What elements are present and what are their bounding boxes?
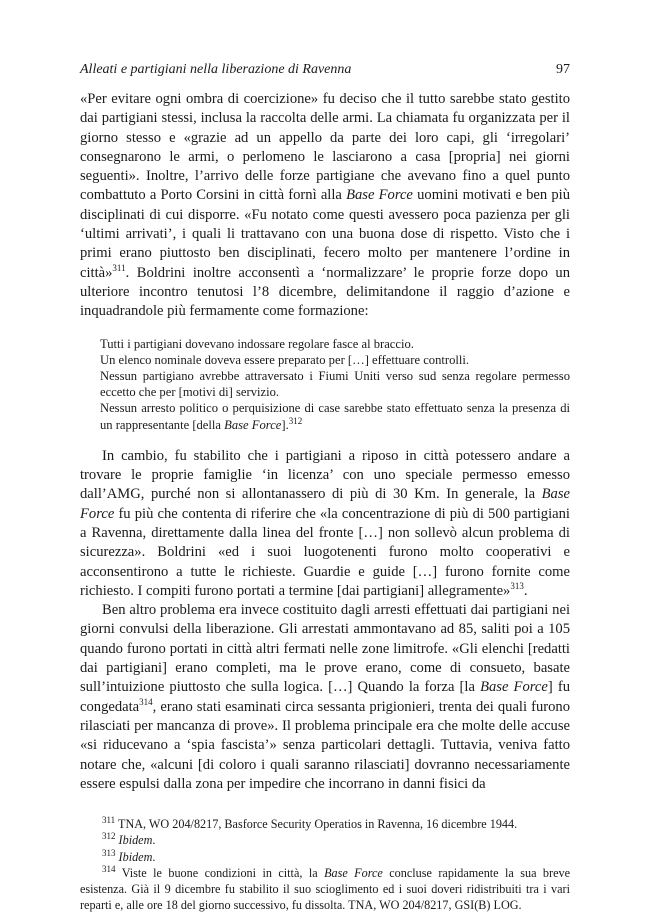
text: «Per evitare ogni ombra di coercizione» fu deciso che il tutto sarebbe stato gestito dai partigiani stessi, inclusa la raccolta delle armi. La chiamata fu organizzata per il giorno stesso e «grazie ad un appello da parte dei loro capi, gli ‘irregolari’ consegnarono le armi, o perlomeno le lasciarono a casa [propria] nei giorni seguenti». Inoltre, l’arrivo delle forze partigiane che avevano fino a quel punto combattuto a Porto Corsini in città fornì alla xyxy=(80,91,570,204)
italic-term: Ibidem xyxy=(118,849,153,864)
italic-term: Base Force xyxy=(346,187,413,204)
italic-term: Base Force xyxy=(324,865,383,880)
page-number: 97 xyxy=(556,62,570,77)
text: Ben altro problema era invece costituito dagli arresti effettuati dai partigiani nei giorni convulsi della liberazione. Gli arrestati ammontavano ad 85, saliti poi a 105 quando furono portati in città altri fermati nelle zone limitrofe. «Gli elenchi [redatti dai partigiani] erano completi, ma le prove erano, come di consueto, basate sull’intuizione piuttosto che sulla logica. […] Quando la forza [la xyxy=(80,602,570,696)
text: Viste le buone condizioni in città, la xyxy=(115,865,325,880)
footnote-313 xyxy=(80,849,570,865)
body-paragraph-2 xyxy=(80,447,570,601)
text: . xyxy=(152,833,156,848)
italic-term: Base Force xyxy=(480,679,548,696)
block-quote xyxy=(100,336,570,433)
italic-term: Base Force xyxy=(80,486,570,522)
text: . xyxy=(152,849,156,864)
text: TNA, WO 204/8217, Basforce Security Operatios in Ravenna, 16 dicembre 1944. xyxy=(115,817,518,832)
text: fu più che contenta di riferire che «la concentrazione di più di 500 partigiani a Ravenna, direttamente dalla linea del fronte […] non sollevò alcun problema di sicurezza». Boldrini «ed i suoi luogotenenti furono molto cooperativi e acconsentirono a tutte le richieste. Guardie e guide […] furono fornite come richiesto. I compiti furono portati a termine [dai partigiani] allegramente» xyxy=(80,505,570,599)
text: . xyxy=(523,582,528,599)
text: Nessun arresto politico o perquisizione di case sarebbe stato effettuato senza la presenza di un rappresentante [della xyxy=(100,401,570,432)
running-header xyxy=(80,62,570,78)
footnote-311 xyxy=(80,816,570,832)
quote-line: Nessun partigiano avrebbe attraversato i Fiumi Uniti verso sud senza regolare permesso eccetto che per [motivi di] servizio. xyxy=(100,368,570,400)
footnote-number: 313 xyxy=(102,847,116,858)
body-paragraph-1 xyxy=(80,90,570,322)
quote-line xyxy=(100,400,570,432)
text: , erano stati esaminati circa sessanta prigionieri, trenta dei quali furono rilasciati per mancanza di prove». Il problema principale era che molte delle accuse «si riducevano a ‘spia fascista’» senza particolari dettagli. Tuttavia, veniva fatto notare che, «alcuni [di coloro i quali saranno rilasciati] dovranno necessariamente essere espulsi dalla zona per impedire che incorrano in danni fisici da xyxy=(80,698,570,792)
footnote-ref-312[interactable]: 312 xyxy=(288,415,303,426)
text: ]. xyxy=(281,417,289,432)
footnote-number: 314 xyxy=(102,863,116,874)
footnote-number: 311 xyxy=(102,815,116,826)
body-paragraph-3 xyxy=(80,601,570,794)
quote-line: Tutti i partigiani dovevano indossare regolare fasce al braccio. xyxy=(100,336,414,351)
text: uomini motivati e ben più disciplinati di cui disporre. «Fu notato come questi avessero poca pazienza per gli ‘ultimi arrivati’, i quali li trattavano con una buona dose di rispetto. Visto che i primi erano piuttosto ben disciplinati, fecero molto per mantenere l’ordine in città» xyxy=(80,187,570,281)
footnote-314 xyxy=(80,865,570,914)
quote-line: Un elenco nominale doveva essere preparato per […] effettuare controlli. xyxy=(100,352,470,367)
footnote-ref-313[interactable]: 313 xyxy=(510,581,524,591)
text: ] fu congedata xyxy=(80,679,570,715)
italic-term: Base Force xyxy=(224,417,282,432)
text: . Boldrini inoltre acconsentì a ‘normalizzare’ le proprie forze dopo un ulteriore incontro tenutosi l’8 dicembre, delimitandone il raggio d’azione e inquadrandole più fermamente come formazione: xyxy=(80,264,570,320)
running-title: Alleati e partigiani nella liberazione di Ravenna xyxy=(80,62,352,77)
book-page xyxy=(80,62,570,913)
footnote-number: 312 xyxy=(102,831,116,842)
footnote-312 xyxy=(80,832,570,848)
text: In cambio, fu stabilito che i partigiani a riposo in città potessero andare a trovare le proprie famiglie ‘in licenza’ con uno speciale permesso emesso dall’AMG, purché non si allontanassero di più di 30 Km. In generale, la xyxy=(80,447,570,503)
footnote-ref-314[interactable]: 314 xyxy=(139,696,153,707)
footnote-ref-311[interactable]: 311 xyxy=(112,262,126,273)
text: concluse rapidamente la sua breve esistenza. Già il 9 dicembre fu stabilito il suo scioglimento ed i suoi doveri ridistribuiti tra i vari reparti e, alle ore 18 del giorno successivo, fu dissolta. TNA, WO 204/8217, GSI(B) LOG. xyxy=(80,865,570,913)
footnotes xyxy=(80,816,570,913)
italic-term: Ibidem xyxy=(118,833,153,848)
